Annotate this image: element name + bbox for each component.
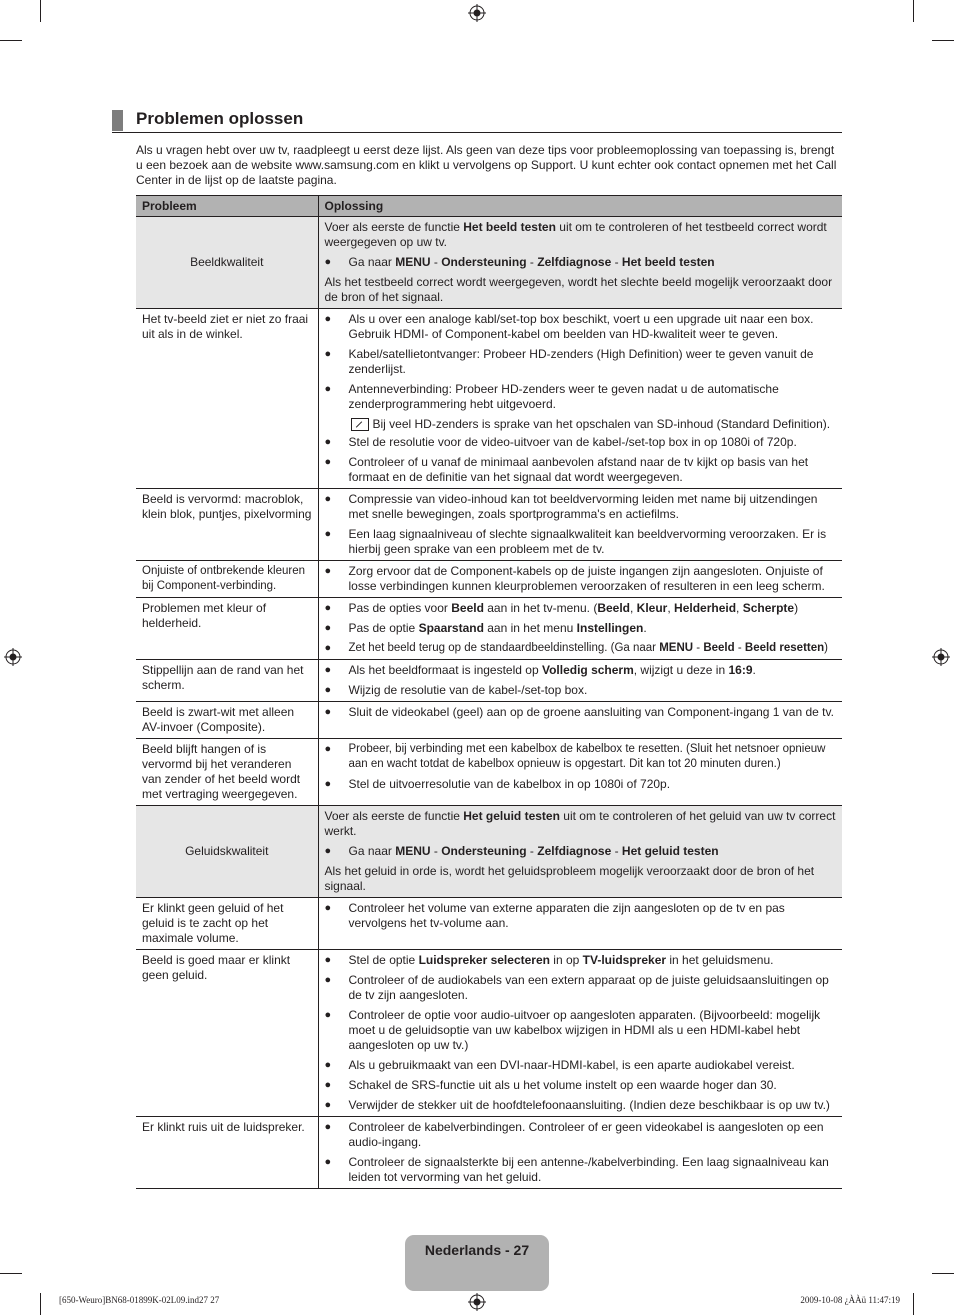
list-item	[325, 1120, 837, 1150]
bold-term: Volledig scherm	[541, 663, 634, 677]
solution-paragraph	[325, 220, 837, 250]
list-item	[325, 455, 837, 485]
list-item	[325, 973, 837, 1003]
column-header-solution: Oplossing	[318, 196, 842, 217]
text-run: Ga naar	[348, 255, 396, 269]
problem-cell: Beeld is vervormd: macroblok, klein blok, puntjes, pixelvorming	[136, 489, 318, 561]
bullet-icon: ●	[324, 348, 332, 360]
list-item	[325, 347, 837, 377]
list-item	[325, 492, 837, 522]
registration-mark-icon	[468, 1293, 486, 1311]
bold-term: Ondersteuning	[441, 844, 527, 858]
bullet-icon: ●	[324, 528, 332, 540]
text-run: Zorg ervoor dat de Component-kabels op de juiste ingangen zijn aangesloten. Onjuiste of losse verbindingen kunnen kleurproblemen veroorzaken of resulteren in een leeg scherm.	[348, 564, 825, 593]
table-row	[136, 950, 842, 1117]
list-item	[325, 435, 837, 450]
text-run: Als het geluid in orde is, wordt het geluidsprobleem mogelijk veroorzaakt door de bron of het signaal.	[324, 864, 815, 893]
bullet-icon: ●	[324, 1059, 332, 1071]
text-run: Bij veel HD-zenders is sprake van het opschalen van SD-inhoud (Standard Definition).	[372, 417, 831, 431]
text-run: )	[794, 601, 799, 615]
solution-cell	[318, 806, 842, 898]
bullet-icon: ●	[324, 642, 332, 654]
bold-term: MENU	[395, 255, 431, 269]
solution-cell	[318, 950, 842, 1117]
text-run: -	[611, 844, 622, 858]
text-run: Controleer de kabelverbindingen. Controleer of er geen videokabel is aangesloten op een audio-ingang.	[348, 1120, 824, 1149]
solution-paragraph	[325, 864, 837, 894]
crop-mark	[932, 1273, 954, 1274]
list-item	[325, 1078, 837, 1093]
bullet-icon: ●	[324, 383, 332, 395]
bold-term: 16:9	[728, 663, 753, 677]
solution-cell	[318, 1117, 842, 1189]
bullet-icon: ●	[324, 845, 332, 857]
print-slug-right: 2009-10-08 ¿ÀÀü 11:47:19	[800, 1295, 900, 1305]
text-run: -	[526, 255, 538, 269]
registration-mark-icon	[4, 648, 22, 666]
text-run: Een laag signaalniveau of slechte signaalkwaliteit kan beeldvervorming veroorzaken. Er is hierbij geen sprake van een probleem met de tv.	[348, 527, 827, 556]
text-run: -	[430, 255, 442, 269]
text-run: )	[824, 642, 828, 654]
list-item	[325, 601, 837, 616]
table-row	[136, 309, 842, 489]
text-run: Kabel/satellietontvanger: Probeer HD-zenders (High Definition) weer te geven vanuit de zenderlijst.	[348, 347, 814, 376]
section-heading	[112, 109, 842, 133]
bold-term: Het geluid testen	[463, 809, 560, 823]
table-row	[136, 660, 842, 702]
text-run: Stel de resolutie voor de video-uitvoer van de kabel-/set-top box in op 1080i of 720p.	[348, 435, 797, 449]
bullet-icon: ●	[324, 1009, 332, 1021]
table-row	[136, 702, 842, 739]
crop-mark	[0, 1273, 22, 1274]
print-slug-left: [650-Weuro]BN68-01899K-02L09.ind27 27	[59, 1295, 220, 1305]
list-item	[325, 1098, 837, 1113]
bullet-icon: ●	[324, 706, 332, 718]
bold-term: Instellingen	[576, 621, 644, 635]
text-run: in op	[549, 953, 583, 967]
text-run: , wijzigt u deze in	[633, 663, 729, 677]
problem-cell: Problemen met kleur of helderheid.	[136, 598, 318, 660]
bullet-icon: ●	[324, 1079, 332, 1091]
crop-mark	[40, 1293, 41, 1315]
text-run: Schakel de SRS-functie uit als u het volume instelt op een waarde hoger dan 30.	[348, 1078, 777, 1092]
bold-term: Helderheid	[674, 601, 737, 615]
text-run: aan in het tv-menu. (	[483, 601, 598, 615]
text-run: Als het beeldformaat is ingesteld op	[348, 663, 542, 677]
problem-cell: Beeld blijft hangen of is vervormd bij het veranderen van zender of het beeld wordt met vertraging weergegeven.	[136, 739, 318, 806]
bold-term: TV-luidspreker	[582, 953, 667, 967]
text-run: -	[526, 844, 538, 858]
problem-cell: Er klinkt geen geluid of het geluid is te zacht op het maximale volume.	[136, 898, 318, 950]
bullet-icon: ●	[324, 743, 332, 755]
bullet-icon: ●	[324, 1121, 332, 1133]
text-run: Probeer, bij verbinding met een kabelbox de kabelbox te resetten. (Sluit het netsnoer opnieuw aan en wacht totdat de kabelbox opnieuw is opgestart. Dit kan tot 20 minuten duren.)	[348, 743, 826, 770]
text-run: Als het testbeeld correct wordt weergegeven, wordt het slechte beeld mogelijk veroorzaakt door de bron of het signaal.	[324, 275, 833, 304]
bold-term: MENU	[659, 642, 694, 654]
table-row	[136, 489, 842, 561]
crop-mark	[40, 0, 41, 22]
table-row	[136, 561, 842, 598]
table-row	[136, 898, 842, 950]
bullet-icon: ●	[324, 1156, 332, 1168]
bold-term: Beeld resetten	[744, 642, 825, 654]
list-item	[325, 1058, 837, 1073]
solution-paragraph	[325, 809, 837, 839]
text-run: ,	[630, 601, 637, 615]
bullet-icon: ●	[324, 902, 332, 914]
bold-term: MENU	[395, 844, 431, 858]
table-header-row	[136, 196, 842, 217]
problem-cell: Beeldkwaliteit	[136, 217, 318, 309]
problem-cell: Onjuiste of ontbrekende kleuren bij Component-verbinding.	[136, 561, 318, 598]
table-row	[136, 217, 842, 309]
text-run: Als u over een analoge kabl/set-top box beschikt, voert u een upgrade uit naar een box. Gebruik HDMI- of Component-kabel om beelden van HD-kwaliteit weer te geven.	[348, 312, 814, 341]
bold-term: Spaarstand	[418, 621, 484, 635]
table-row	[136, 1117, 842, 1189]
text-run: Controleer de signaalsterkte bij een antenne-/kabelverbinding. Een laag signaalniveau kan leiden tot vervorming van het geluid.	[348, 1155, 829, 1184]
problem-cell: Beeld is goed maar er klinkt geen geluid.	[136, 950, 318, 1117]
bullet-icon: ●	[324, 493, 332, 505]
list-item	[325, 564, 837, 594]
text-run: Compressie van video-inhoud kan tot beeldvervorming leiden met name bij uitzendingen met snelle bewegingen, zoals sportprogramma's en actiefilms.	[348, 492, 818, 521]
list-item	[325, 621, 837, 636]
list-item	[325, 683, 837, 698]
text-run: Verwijder de stekker uit de hoofdtelefoonaansluiting. (Indien deze beschikbaar is op uw tv.)	[348, 1098, 830, 1112]
list-item	[325, 641, 837, 656]
heading-marker	[112, 110, 123, 131]
crop-mark	[932, 40, 954, 41]
table-body	[136, 217, 842, 1189]
registration-mark-icon	[932, 648, 950, 666]
text-run: aan in het menu	[483, 621, 577, 635]
text-run: Zet het beeld terug op de standaardbeeldinstelling. (Ga naar	[348, 642, 660, 654]
solution-cell	[318, 898, 842, 950]
solution-cell	[318, 702, 842, 739]
text-run: in het geluidsmenu.	[666, 953, 774, 967]
text-run: Ga naar	[348, 844, 396, 858]
list-item	[325, 663, 837, 678]
list-item	[325, 844, 837, 859]
text-run: -	[611, 255, 622, 269]
note-item	[325, 417, 837, 432]
text-run: Pas de opties voor	[348, 601, 452, 615]
bold-term: Kleur	[636, 601, 668, 615]
bullet-icon: ●	[324, 1099, 332, 1111]
bullet-icon: ●	[324, 974, 332, 986]
text-run: uit om te controleren of het geluid van uw tv correct werkt.	[324, 809, 836, 838]
text-run: -	[693, 642, 704, 654]
solution-cell	[318, 489, 842, 561]
list-item	[325, 953, 837, 968]
list-item	[325, 901, 837, 931]
bold-term: Beeld	[597, 601, 630, 615]
text-run: uit om te controleren of het testbeeld correct wordt weergegeven op uw tv.	[324, 220, 827, 249]
text-run: Stel de uitvoerresolutie van de kabelbox in op 1080i of 720p.	[348, 777, 671, 791]
bullet-icon: ●	[324, 622, 332, 634]
bold-term: Luidspreker selecteren	[418, 953, 550, 967]
text-run: Wijzig de resolutie van de kabel-/set-top box.	[348, 683, 588, 697]
text-run: Sluit de videokabel (geel) aan op de groene aansluiting van Component-ingang 1 van de tv.	[348, 705, 834, 719]
text-run: Als u gebruikmaakt van een DVI-naar-HDMI-kabel, is een aparte audiokabel vereist.	[348, 1058, 795, 1072]
solution-cell	[318, 598, 842, 660]
bold-term: Het geluid testen	[621, 844, 719, 858]
text-run: Voer als eerste de functie	[324, 220, 464, 234]
solution-cell	[318, 660, 842, 702]
list-item	[325, 1155, 837, 1185]
bold-term: Scherpte	[742, 601, 795, 615]
bullet-icon: ●	[324, 602, 332, 614]
list-item	[325, 312, 837, 342]
crop-mark	[913, 0, 914, 22]
bold-term: Het beeld testen	[621, 255, 715, 269]
bullet-icon: ●	[324, 456, 332, 468]
solution-cell	[318, 561, 842, 598]
bold-term: Beeld	[703, 642, 735, 654]
bold-term: Zelfdiagnose	[537, 255, 612, 269]
crop-mark	[0, 40, 22, 41]
list-item	[325, 1008, 837, 1053]
bold-term: Zelfdiagnose	[537, 844, 612, 858]
bullet-icon: ●	[324, 778, 332, 790]
text-run: Controleer de optie voor audio-uitvoer op aangesloten apparaten. (Bijvoorbeeld: mogelijk moet u de geluidsoptie van uw kabelbox wijzigen in HDMI als u een HDMI-kabel hebt aangesloten op uw tv.)	[348, 1008, 821, 1052]
problem-cell: Stippellijn aan de rand van het scherm.	[136, 660, 318, 702]
problem-cell: Het tv-beeld ziet er niet zo fraai uit als in de winkel.	[136, 309, 318, 489]
list-item	[325, 527, 837, 557]
bullet-icon: ●	[324, 684, 332, 696]
registration-mark-icon	[468, 4, 486, 22]
table-row	[136, 739, 842, 806]
solution-cell	[318, 739, 842, 806]
list-item	[325, 705, 837, 720]
troubleshooting-table	[136, 195, 842, 1189]
text-run: Pas de optie	[348, 621, 419, 635]
text-run: Controleer of de audiokabels van een extern apparaat op de juiste geluidsaansluitingen op de tv zijn aangesloten.	[348, 973, 829, 1002]
text-run: ,	[667, 601, 675, 615]
problem-cell: Beeld is zwart-wit met alleen AV-invoer (Composite).	[136, 702, 318, 739]
text-run: Controleer het volume van externe apparaten die zijn aangesloten op de tv en pas vervolgens het tv-volume aan.	[348, 901, 785, 930]
table-row	[136, 806, 842, 898]
text-run: Stel de optie	[348, 953, 419, 967]
bullet-icon: ●	[324, 664, 332, 676]
bullet-icon: ●	[324, 256, 332, 268]
list-item	[325, 255, 837, 270]
text-run: -	[734, 642, 745, 654]
bold-term: Beeld	[451, 601, 484, 615]
solution-cell	[318, 217, 842, 309]
solution-paragraph	[325, 275, 837, 305]
page-number: Nederlands - 27	[424, 1242, 530, 1258]
text-run: Voer als eerste de functie	[324, 809, 464, 823]
intro-paragraph: Als u vragen hebt over uw tv, raadpleegt u eerst deze lijst. Als geen van deze tips voor probleemoplossing van toepassing is, brengt u een bezoek aan de website www.samsung.com en klikt u vervolgens op Support. U kunt echter ook contact opnemen met het Call Center in de lijst op de laatste pagina.	[136, 143, 837, 187]
text-run: .	[643, 621, 647, 635]
text-run: Antenneverbinding: Probeer HD-zenders weer te geven nadat u de automatische zenderprogrammering hebt uitgevoerd.	[348, 382, 779, 411]
table-row	[136, 598, 842, 660]
bold-term: Ondersteuning	[441, 255, 527, 269]
list-item	[325, 777, 837, 792]
text-run: Controleer of u vanaf de minimaal aanbevolen afstand naar de tv kijkt op basis van het formaat en de definitie van het signaal dat wordt weergegeven.	[348, 455, 809, 484]
text-run: .	[752, 663, 756, 677]
bullet-icon: ●	[324, 436, 332, 448]
bullet-icon: ●	[324, 565, 332, 577]
bold-term: Het beeld testen	[463, 220, 556, 234]
list-item	[325, 382, 837, 412]
text-run: ,	[736, 601, 743, 615]
text-run: -	[430, 844, 442, 858]
column-header-problem: Probleem	[136, 196, 318, 217]
page-title: Problemen oplossen	[136, 109, 304, 128]
problem-cell: Er klinkt ruis uit de luidspreker.	[136, 1117, 318, 1189]
crop-mark	[913, 1293, 914, 1315]
problem-cell: Geluidskwaliteit	[136, 806, 318, 898]
bullet-icon: ●	[324, 313, 332, 325]
note-icon	[351, 418, 369, 431]
list-item	[325, 742, 837, 772]
bullet-icon: ●	[324, 954, 332, 966]
solution-cell	[318, 309, 842, 489]
